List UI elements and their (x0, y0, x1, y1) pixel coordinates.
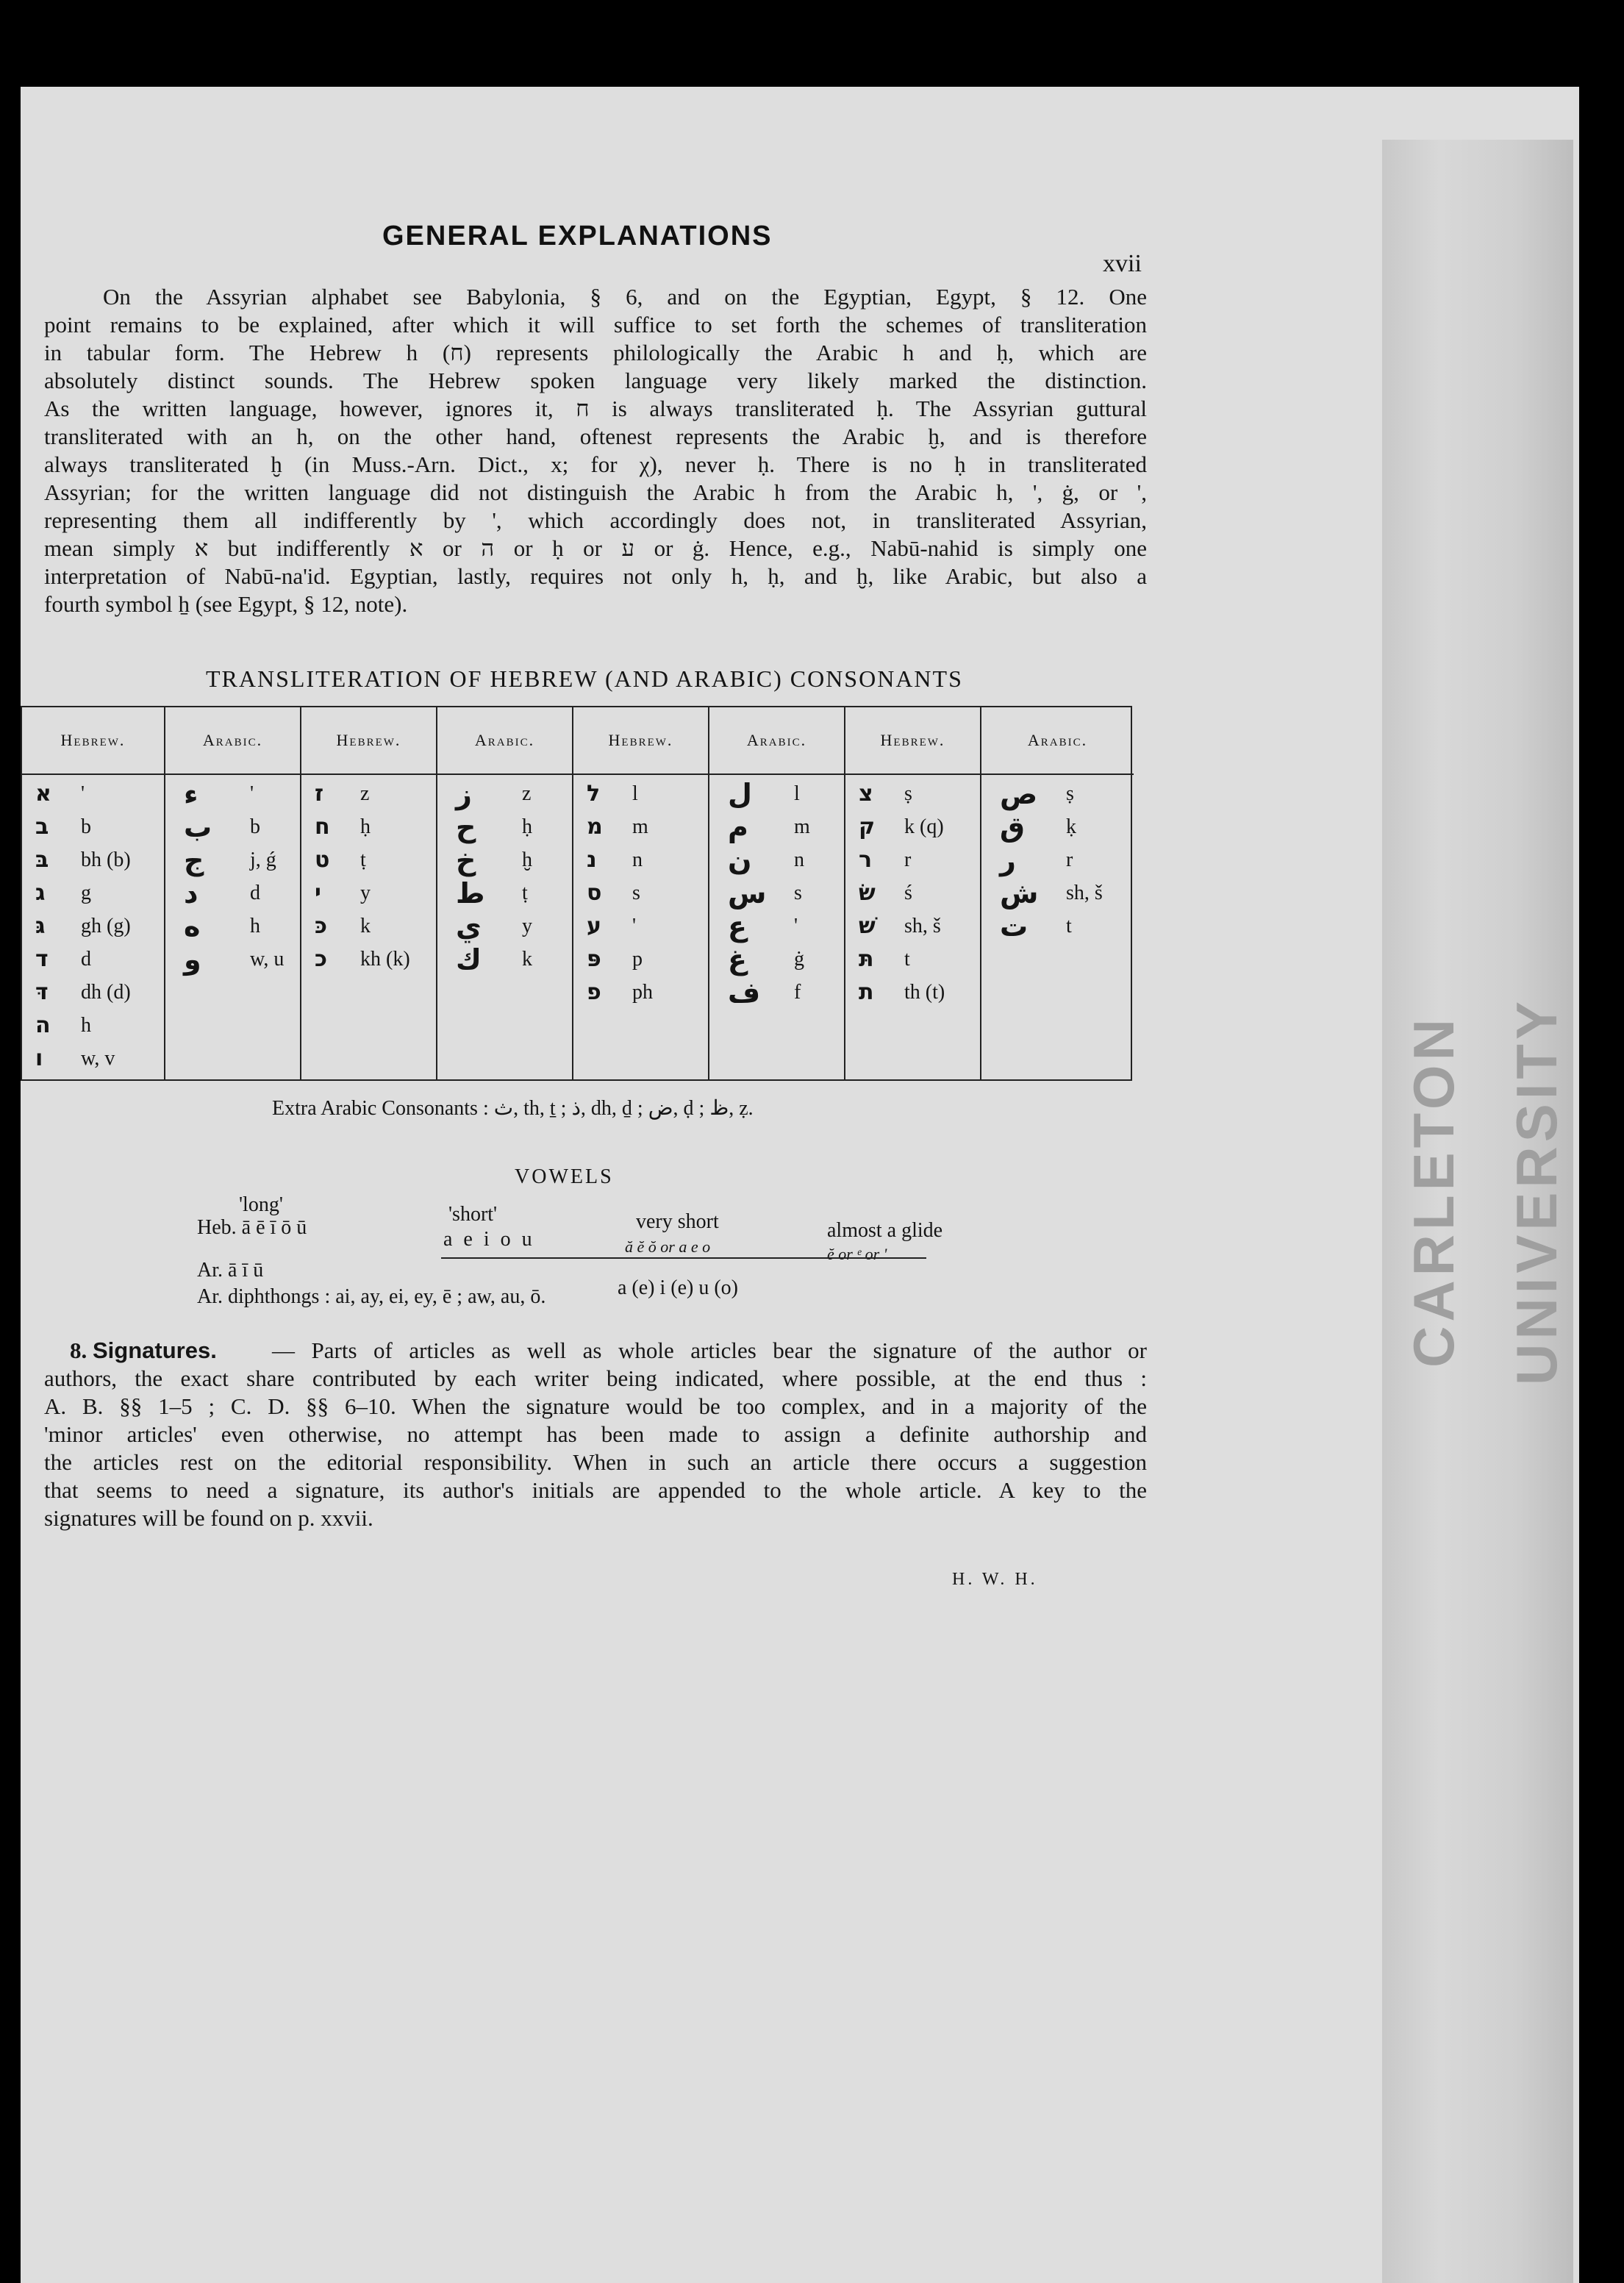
table-transliteration: j, ǵ (250, 848, 276, 871)
table-glyph: س (728, 877, 767, 910)
table-transliteration: m (794, 815, 810, 838)
table-transliteration: y (360, 882, 371, 904)
signatures-line: that seems to need a signature, its author's initials are appended to the whole article. A key to the (44, 1477, 1147, 1503)
glide-label: almost a glide (827, 1219, 943, 1242)
column-heading: Arabic. (474, 731, 535, 749)
arabic-vowels (197, 1259, 263, 1282)
table-transliteration: b (81, 815, 91, 838)
spine-library-stamp: CARLETON UNIVERSITY (1401, 996, 1569, 1386)
heading-rule (22, 773, 164, 775)
table-glyph: خ (456, 844, 476, 876)
table-glyph: ז (315, 781, 324, 807)
table-glyph: ف (728, 976, 761, 1009)
table-transliteration: k (522, 948, 532, 971)
table-glyph: ص (1000, 778, 1038, 810)
table-transliteration: dh (d) (81, 981, 131, 1004)
table-glyph: ي (456, 910, 482, 943)
intro-line: interpretation of Nabū-na'id. Egyptian, lastly, requires not only h, ḥ, and ḫ, like Arabic, but also a (44, 563, 1147, 589)
hebrew-vowels (197, 1216, 307, 1240)
table-transliteration: ḥ (522, 815, 532, 838)
table-glyph: ح (456, 811, 476, 843)
table-transliteration: r (904, 848, 912, 871)
signatures-line: 'minor articles' even otherwise, no attempt has been made to assign a definite authorship and (44, 1421, 1147, 1447)
arabic-label: Ar. (197, 1259, 223, 1282)
heading-rule (301, 773, 436, 775)
table-glyph: ش (1000, 877, 1039, 910)
table-transliteration: ph (632, 981, 653, 1004)
table-transliteration: ' (81, 782, 85, 805)
table-transliteration: ḳ (1066, 815, 1076, 838)
table-transliteration: ' (794, 915, 798, 937)
table-glyph: פ (587, 979, 601, 1005)
signatures-line: A. B. §§ 1–5 ; C. D. §§ 6–10. When the signature would be too complex, and in a majority of the (44, 1393, 1147, 1419)
table-transliteration: ṣ (1066, 782, 1074, 805)
short-vowels: a e i o u (443, 1228, 535, 1251)
table-glyph: ج (184, 844, 204, 876)
intro-line: representing them all indifferently by ', which accordingly does not, in transliterated Assyrian, (44, 507, 1147, 533)
table-glyph: גּ (35, 913, 46, 939)
very-short-label: very short (636, 1210, 719, 1233)
table-transliteration: th (t) (904, 981, 945, 1004)
table-glyph: כּ (315, 913, 327, 939)
table-transliteration: ṣ (904, 782, 912, 805)
signatures-heading (70, 1337, 268, 1365)
table-transliteration: z (522, 782, 532, 805)
table-transliteration: n (794, 848, 804, 871)
table-glyph: שׁ (859, 913, 876, 939)
table-glyph: נ (587, 847, 597, 873)
section-number: 8. (70, 1337, 93, 1363)
hebrew-long-vowels: ā ē ī ō ū (241, 1216, 307, 1239)
arabic-diphthongs: Ar. diphthongs : ai, ay, ei, ey, ē ; aw, au, ō. (197, 1285, 546, 1308)
table-transliteration: h (81, 1014, 91, 1037)
table-glyph: ח (315, 814, 330, 840)
signatures-line: — Parts of articles as well as whole articles bear the signature of the author or (272, 1337, 1147, 1363)
table-glyph: ق (1000, 811, 1025, 843)
vowel-brace-rule (441, 1257, 926, 1259)
table-transliteration: k (360, 915, 371, 937)
intro-line: point remains to be explained, after which it will suffice to set forth the schemes of transliteration (44, 312, 1147, 337)
table-glyph: פּ (587, 946, 601, 972)
author-initials: H. W. H. (952, 1570, 1038, 1589)
table-glyph: ن (728, 844, 752, 876)
table-glyph: י (315, 880, 321, 906)
intro-line: fourth symbol ẖ (see Egypt, § 12, note). (44, 591, 408, 617)
table-glyph: ק (859, 814, 876, 840)
table-glyph: ר (859, 847, 873, 873)
table-transliteration: p (632, 948, 643, 971)
table-transliteration: ṭ (522, 882, 528, 904)
table-transliteration: w, u (250, 948, 285, 971)
heading-rule (165, 773, 300, 775)
column-heading: Hebrew. (608, 731, 673, 749)
intro-line: As the written language, however, ignores it, ח is always transliterated ḥ. The Assyrian guttural (44, 396, 1147, 421)
table-transliteration: d (81, 948, 91, 971)
intro-line: absolutely distinct sounds. The Hebrew spoken language very likely marked the distinction. (44, 368, 1147, 393)
table-transliteration: ' (250, 782, 254, 805)
table-glyph: ر (1000, 844, 1016, 876)
table-transliteration: b (250, 815, 260, 838)
short-label: 'short' (448, 1203, 498, 1226)
column-heading: Arabic. (202, 731, 263, 749)
table-transliteration: k (q) (904, 815, 944, 838)
column-heading: Hebrew. (60, 731, 126, 749)
hebrew-label: Heb. (197, 1216, 237, 1239)
column-heading: Arabic. (746, 731, 807, 749)
signatures-line: the articles rest on the editorial responsibility. When in such an article there occurs a suggestion (44, 1449, 1147, 1475)
table-glyph: ل (728, 778, 752, 810)
table-transliteration: ś (904, 882, 912, 904)
table-glyph: ע (587, 913, 601, 939)
table-transliteration: bh (b) (81, 848, 131, 871)
table-transliteration: f (794, 981, 801, 1004)
extra-consonants (272, 1096, 754, 1121)
table-glyph: ء (184, 778, 198, 810)
table-glyph: م (728, 811, 748, 843)
page-number: xvii (1103, 250, 1142, 277)
table-transliteration: ṭ (360, 848, 366, 871)
table-glyph: ز (456, 778, 472, 810)
table-glyph: מ (587, 814, 603, 840)
heading-rule (845, 773, 980, 775)
table-transliteration: d (250, 882, 260, 904)
table-glyph: ל (587, 781, 601, 807)
table-glyph: ع (728, 910, 747, 943)
table-transliteration: r (1066, 848, 1073, 871)
intro-line: always transliterated ḫ (in Muss.-Arn. Dict., x; for χ), never ḥ. There is no ḥ in transliterated (44, 451, 1147, 477)
table-glyph: דּ (35, 979, 49, 1005)
signatures-line: signatures will be found on p. xxvii. (44, 1505, 373, 1531)
table-transliteration: m (632, 815, 648, 838)
intro-line: On the Assyrian alphabet see Babylonia, § 6, and on the Egyptian, Egypt, § 12. One (103, 284, 1147, 310)
heading-rule (709, 773, 844, 775)
arabic-long-vowels: ā ī ū (228, 1259, 264, 1282)
column-heading: Arabic. (1027, 731, 1088, 749)
table-glyph: ו (35, 1046, 43, 1071)
table-transliteration: t (1066, 915, 1072, 937)
table-glyph: ت (1000, 910, 1029, 943)
table-transliteration: kh (k) (360, 948, 410, 971)
arabic-short-vowels: a (e) i (e) u (o) (618, 1276, 739, 1299)
table-transliteration: ġ (794, 948, 804, 971)
table-transliteration: gh (g) (81, 915, 131, 937)
table-transliteration: t (904, 948, 910, 971)
table-transliteration: n (632, 848, 643, 871)
table-transliteration: s (794, 882, 802, 904)
heading-rule (437, 773, 572, 775)
table-transliteration: l (632, 782, 638, 805)
table-glyph: צ (859, 781, 873, 807)
table-transliteration: s (632, 882, 640, 904)
table-glyph: غ (728, 943, 747, 976)
table-glyph: כ (315, 946, 327, 972)
glide-vowels: ĕ or ᵉ or ' (827, 1245, 887, 1263)
table-glyph: ب (184, 811, 212, 843)
table-glyph: ה (35, 1012, 51, 1038)
column-heading: Hebrew. (880, 731, 945, 749)
table-glyph: ד (35, 946, 49, 972)
table-glyph: ك (456, 943, 482, 976)
intro-line: transliterated with an h, on the other hand, oftenest represents the Arabic ḫ, and is therefore (44, 424, 1147, 449)
table-transliteration: sh, š (1066, 882, 1103, 904)
table-transliteration: h (250, 915, 260, 937)
section-heading: Signatures. (93, 1337, 217, 1363)
heading-rule (573, 773, 708, 775)
table-glyph: שׂ (859, 880, 876, 906)
heading-rule (981, 773, 1134, 775)
table-glyph: ס (587, 880, 602, 906)
table-title: TRANSLITERATION OF HEBREW (AND ARABIC) CONSONANTS (206, 665, 963, 692)
intro-line: Assyrian; for the written language did not distinguish the Arabic h from the Arabic h, ', ġ, or ', (44, 479, 1147, 505)
long-label: 'long' (239, 1193, 283, 1216)
table-transliteration: g (81, 882, 91, 904)
table-transliteration: w, v (81, 1047, 115, 1070)
table-glyph: د (184, 877, 198, 910)
table-glyph: ט (315, 847, 330, 873)
table-glyph: ه (184, 910, 201, 943)
column-heading: Hebrew. (336, 731, 401, 749)
table-transliteration: l (794, 782, 800, 805)
table-glyph: בּ (35, 847, 49, 873)
table-glyph: א (35, 781, 51, 807)
table-transliteration: z (360, 782, 370, 805)
table-glyph: ط (456, 877, 485, 910)
table-glyph: و (184, 943, 201, 976)
page-title: GENERAL EXPLANATIONS (382, 221, 773, 251)
table-glyph: ג (35, 880, 46, 906)
table-glyph: ת (859, 979, 874, 1005)
intro-line: in tabular form. The Hebrew h (ח) represents philologically the Arabic h and ḥ, which are (44, 340, 1147, 365)
table-glyph: תּ (859, 946, 874, 972)
intro-line: mean simply א but indifferently א or ה or ḥ or ע or ġ. Hence, e.g., Nabū-nahid is simply one (44, 535, 1147, 561)
transliteration-table (21, 706, 1132, 1081)
table-transliteration: ḥ (360, 815, 371, 838)
table-transliteration: ' (632, 915, 637, 937)
vowels-title: VOWELS (515, 1165, 614, 1188)
very-short-vowels: ă ĕ ŏ or a e o (625, 1237, 711, 1256)
table-transliteration: sh, š (904, 915, 941, 937)
signatures-line: authors, the exact share contributed by each writer being indicated, where possible, at the end thus : (44, 1365, 1147, 1391)
extra-consonants-items: ث, th, ṯ ; ذ, dh, ḏ ; ض, ḍ ; ظ, ẓ. (493, 1097, 754, 1120)
extra-consonants-label: Extra Arabic Consonants : (272, 1097, 489, 1120)
table-glyph: ב (35, 814, 49, 840)
table-transliteration: ḫ (522, 848, 532, 871)
table-transliteration: y (522, 915, 532, 937)
